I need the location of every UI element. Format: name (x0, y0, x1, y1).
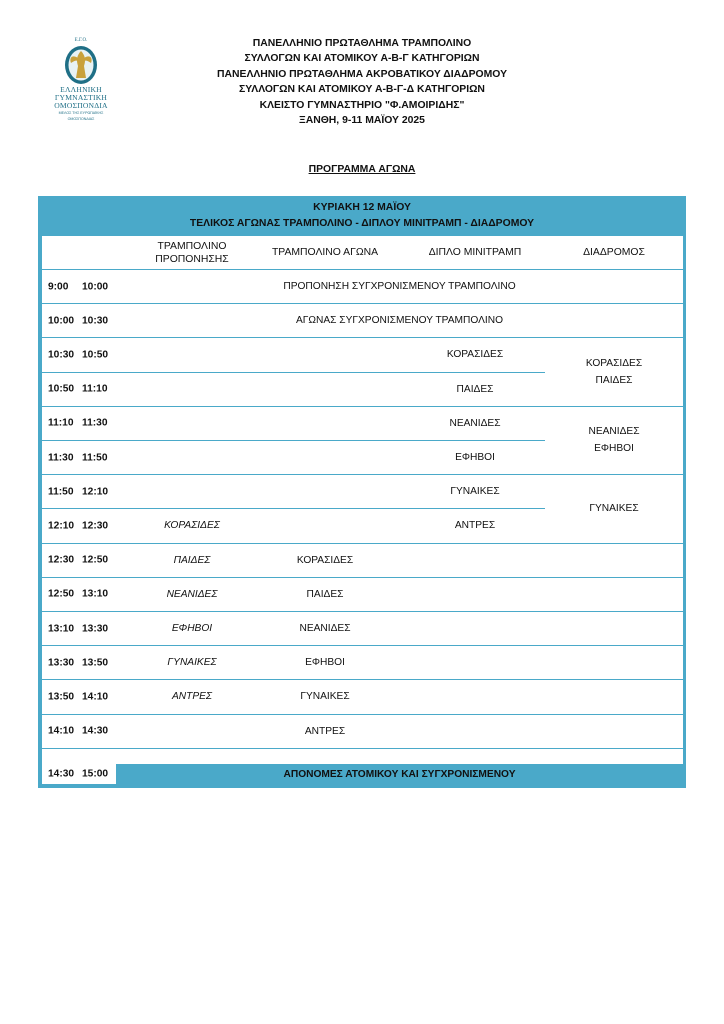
row-training-cell: ΠΑΙΔΕΣ (173, 554, 211, 566)
tumbling-group-line: ΠΑΙΔΕΣ (595, 374, 633, 386)
row-start-time: 11:10 (48, 417, 74, 429)
logo-line-3: ΟΜΟΣΠΟΝΔΙΑ (54, 101, 108, 110)
row-span-event: ΑΓΩΝΑΣ ΣΥΓΧΡΟΝΙΣΜΕΝΟΥ ΤΡΑΜΠΟΛΙΝΟ (295, 315, 504, 327)
row-training-cell: ΑΝΤΡΕΣ (171, 691, 213, 703)
tumbling-group-line: ΓΥΝΑΙΚΕΣ (589, 503, 639, 515)
schedule-rows (42, 236, 683, 784)
schedule-row (42, 646, 683, 680)
column-header-tumbling: ΔΙΑΔΡΟΜΟΣ (583, 247, 645, 258)
awards-text: ΑΠΟΝΟΜΕΣ ΑΤΟΜΙΚΟΥ ΚΑΙ ΣΥΓΧΡΟΝΙΣΜΕΝΟΥ (116, 764, 683, 784)
schedule-row (42, 612, 683, 646)
row-dmt-cell: ΚΟΡΑΣΙΔΕΣ (446, 349, 504, 361)
row-start-time: 9:00 (48, 281, 69, 293)
schedule-row (42, 270, 683, 304)
schedule-row (42, 715, 683, 749)
column-header-row (42, 236, 683, 270)
schedule-row (42, 304, 683, 338)
row-start-time: 11:50 (48, 486, 74, 498)
row-trampoline-cell: ΠΑΙΔΕΣ (306, 588, 344, 600)
schedule-table (38, 196, 686, 788)
row-end-time: 10:50 (82, 349, 109, 361)
row-start-time: 10:50 (48, 383, 75, 395)
row-end-time: 14:30 (82, 725, 109, 737)
column-header-training-line1: ΤΡΑΜΠΟΛΙΝΟ (157, 240, 227, 252)
federation-logo (46, 38, 116, 122)
row-start-time: 12:50 (48, 588, 75, 600)
schedule-row (42, 578, 683, 612)
logo-small-text: ΜΕΛΟΣ ΤΗΣ ΕΥΡΩΠΑΪΚΗΣ ΟΜΟΣΠΟΝΔΙΑΣ (58, 111, 104, 121)
row-end-time: 13:10 (82, 588, 109, 600)
logo-top-text: Ε.Γ.Ο. (74, 38, 88, 43)
schedule-day-header (38, 196, 686, 236)
header-line-1: ΠΑΝΕΛΛΗΝΙΟ ΠΡΩΤΑΘΛΗΜΑ ΤΡΑΜΠΟΛΙΝΟ (252, 38, 472, 49)
row-end-time: 10:30 (82, 315, 109, 327)
tumbling-group (545, 475, 683, 542)
row-training-cell: ΚΟΡΑΣΙΔΕΣ (164, 520, 220, 532)
document-header (160, 36, 564, 128)
logo-line-2: ΓΥΜΝΑΣΤΙΚΗ (54, 93, 108, 102)
row-start-time: 10:00 (48, 315, 75, 327)
row-trampoline-cell: ΕΦΗΒΟΙ (305, 657, 345, 669)
column-header-trampoline: ΤΡΑΜΠΟΛΙΝΟ ΑΓΩΝΑ (271, 247, 379, 258)
row-end-time: 14:10 (82, 691, 109, 703)
row-end-time: 12:50 (82, 554, 109, 566)
tumbling-group-line: ΝΕΑΝΙΔΕΣ (588, 426, 640, 438)
row-dmt-cell: ΑΝΤΡΕΣ (454, 520, 496, 532)
row-end-time: 13:30 (82, 623, 109, 635)
row-trampoline-cell: ΝΕΑΝΙΔΕΣ (299, 623, 351, 635)
row-start-time: 12:30 (48, 554, 75, 566)
winged-victory-icon (58, 44, 104, 86)
column-header-training-line2: ΠΡΟΠΟΝΗΣΗΣ (155, 253, 229, 265)
tumbling-group-line: ΕΦΗΒΟΙ (594, 443, 634, 455)
schedule-row (42, 544, 683, 578)
header-line-4: ΣΥΛΛΟΓΩΝ ΚΑΙ ΑΤΟΜΙΚΟΥ Α-Β-Γ-Δ ΚΑΤΗΓΟΡΙΩΝ (239, 84, 485, 96)
header-line-2: ΣΥΛΛΟΓΩΝ ΚΑΙ ΑΤΟΜΙΚΟΥ Α-Β-Γ ΚΑΤΗΓΟΡΙΩΝ (244, 53, 480, 65)
row-end-time: 13:50 (82, 657, 109, 669)
schedule-subtitle: ΤΕΛΙΚΟΣ ΑΓΩΝΑΣ ΤΡΑΜΠΟΛΙΝΟ - ΔΙΠΛΟΥ ΜΙΝΙΤΡΑΜΠ - ΔΙΑΔΡΟΜΟΥ (189, 217, 535, 229)
row-trampoline-cell: ΚΟΡΑΣΙΔΕΣ (296, 554, 354, 566)
row-end-time: 12:30 (82, 520, 109, 532)
row-span-event: ΠΡΟΠΟΝΗΣΗ ΣΥΓΧΡΟΝΙΣΜΕΝΟΥ ΤΡΑΜΠΟΛΙΝΟ (283, 281, 516, 293)
row-end-time: 11:30 (82, 417, 108, 429)
tumbling-group-line: ΚΟΡΑΣΙΔΕΣ (585, 357, 643, 369)
header-line-6: ΞΑΝΘΗ, 9-11 ΜΑΪΟΥ 2025 (299, 115, 425, 127)
row-trampoline-cell: ΓΥΝΑΙΚΕΣ (300, 691, 350, 703)
logo-line-1: ΕΛΛΗΝΙΚΗ (60, 85, 102, 94)
awards-start-time: 14:30 (48, 768, 75, 780)
column-header-dmt: ΔΙΠΛΟ ΜΙΝΙΤΡΑΜΠ (428, 247, 522, 258)
row-start-time: 13:10 (48, 623, 75, 635)
awards-end-time: 15:00 (82, 768, 109, 780)
row-dmt-cell: ΕΦΗΒΟΙ (455, 452, 495, 464)
awards-row (42, 764, 683, 784)
row-trampoline-cell: ΑΝΤΡΕΣ (304, 725, 346, 737)
row-start-time: 10:30 (48, 349, 75, 361)
header-line-3: ΠΑΝΕΛΛΗΝΙΟ ΠΡΩΤΑΘΛΗΜΑ ΑΚΡΟΒΑΤΙΚΟΥ ΔΙΑΔΡΟΜΟΥ (217, 68, 507, 80)
row-dmt-cell: ΠΑΙΔΕΣ (456, 383, 494, 395)
row-end-time: 12:10 (82, 486, 109, 498)
row-start-time: 11:30 (48, 452, 74, 464)
schedule-row (42, 680, 683, 714)
row-training-cell: ΕΦΗΒΟΙ (171, 623, 213, 635)
row-training-cell: ΓΥΝΑΙΚΕΣ (167, 657, 217, 669)
column-header-training (144, 236, 240, 269)
row-dmt-cell: ΓΥΝΑΙΚΕΣ (450, 486, 500, 498)
row-start-time: 13:30 (48, 657, 75, 669)
program-title: ΠΡΟΓΡΑΜΜΑ ΑΓΩΝΑ (308, 164, 416, 175)
row-end-time: 10:00 (82, 281, 109, 293)
header-line-5: ΚΛΕΙΣΤΟ ΓΥΜΝΑΣΤΗΡΙΟ "Φ.ΑΜΟΙΡΙΔΗΣ" (259, 99, 465, 111)
schedule-day: ΚΥΡΙΑΚΗ 12 ΜΑΪΟΥ (313, 202, 411, 213)
row-end-time: 11:10 (82, 383, 108, 395)
row-end-time: 11:50 (82, 452, 108, 464)
tumbling-group (545, 407, 683, 474)
row-start-time: 13:50 (48, 691, 75, 703)
row-start-time: 12:10 (48, 520, 75, 532)
row-training-cell: ΝΕΑΝΙΔΕΣ (166, 588, 218, 600)
tumbling-group (545, 338, 683, 405)
row-dmt-cell: ΝΕΑΝΙΔΕΣ (449, 417, 501, 429)
awards-time-cell (42, 764, 116, 784)
row-start-time: 14:10 (48, 725, 75, 737)
